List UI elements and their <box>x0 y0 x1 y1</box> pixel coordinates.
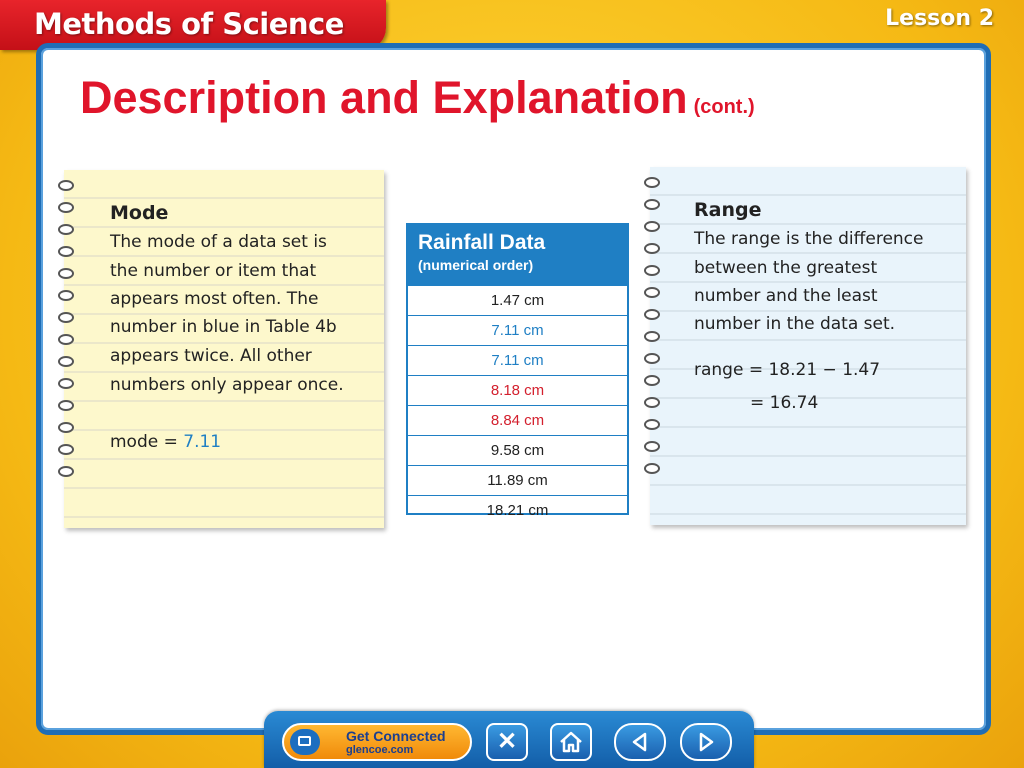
close-button[interactable] <box>486 723 528 761</box>
mode-title: Mode <box>110 202 169 224</box>
range-result: = 16.74 <box>750 393 819 413</box>
section-title: Methods of Science <box>34 7 344 41</box>
slide-title-suffix: (cont.) <box>693 96 755 118</box>
slide-title <box>80 72 755 124</box>
mode-line: The mode of a data set is <box>110 232 327 252</box>
mode-line: the number or item that <box>110 261 317 281</box>
range-title: Range <box>694 199 762 221</box>
home-icon <box>558 729 584 755</box>
table-body <box>408 285 627 525</box>
range-line: number and the least <box>694 286 878 306</box>
mode-line: number in blue in Table 4b <box>110 317 337 337</box>
range-line: number in the data set. <box>694 314 896 334</box>
table-row: 11.89 cm <box>408 465 627 495</box>
get-connected-url: glencoe.com <box>346 744 414 756</box>
next-button[interactable] <box>680 723 732 761</box>
table-row: 18.21 cm <box>408 495 627 525</box>
rainfall-table <box>406 223 629 519</box>
mode-formula <box>110 432 221 452</box>
home-button[interactable] <box>550 723 592 761</box>
lesson-label: Lesson 2 <box>885 6 994 31</box>
range-line: The range is the difference <box>694 229 924 249</box>
close-icon: ✕ <box>496 728 518 755</box>
table-header <box>408 225 627 285</box>
mode-note <box>64 170 384 528</box>
range-note <box>650 167 966 525</box>
mode-line: numbers only appear once. <box>110 375 344 395</box>
table-row: 9.58 cm <box>408 435 627 465</box>
table-row: 7.11 cm <box>408 345 627 375</box>
table-row: 8.18 cm <box>408 375 627 405</box>
table-row: 7.11 cm <box>408 315 627 345</box>
mode-formula-label: mode = <box>110 432 178 452</box>
get-connected-label: Get Connected <box>346 728 446 744</box>
range-line: between the greatest <box>694 258 878 278</box>
arrow-left-icon <box>628 730 652 754</box>
mode-line: appears most often. The <box>110 289 319 309</box>
mode-formula-value: 7.11 <box>183 432 222 452</box>
slide-title-text: Description and Explanation <box>80 72 688 123</box>
table-title: Rainfall Data <box>418 231 546 254</box>
computer-icon <box>290 729 320 755</box>
spiral-binding <box>58 180 84 488</box>
navigation-toolbar <box>264 711 754 768</box>
table-subtitle: (numerical order) <box>418 257 534 273</box>
previous-button[interactable] <box>614 723 666 761</box>
spiral-binding <box>644 177 670 485</box>
arrow-right-icon <box>694 730 718 754</box>
get-connected-button[interactable] <box>282 723 472 761</box>
table-row: 1.47 cm <box>408 285 627 315</box>
table-row: 8.84 cm <box>408 405 627 435</box>
range-formula: range = 18.21 − 1.47 <box>694 360 881 380</box>
mode-line: appears twice. All other <box>110 346 312 366</box>
